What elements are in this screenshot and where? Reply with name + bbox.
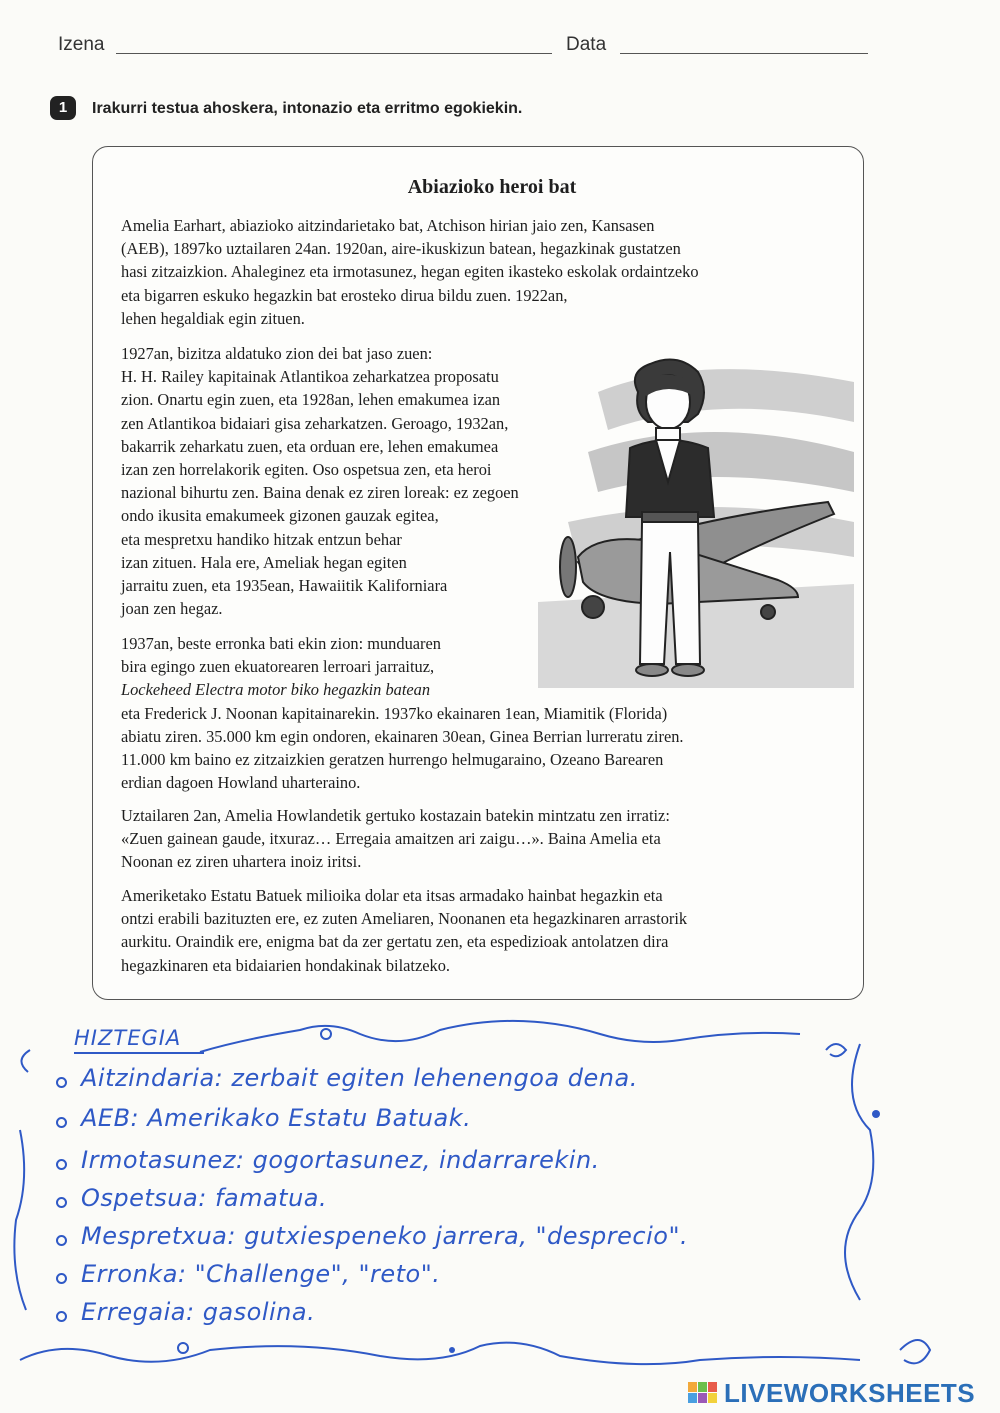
name-field[interactable]: [116, 53, 552, 54]
vocabulary-item: [56, 1146, 600, 1180]
text-line: abiatu ziren. 35.000 km egin ondoren, ekainaren 30ean, Ginea Berrian lurreratu ziren.: [121, 726, 684, 746]
date-label: Data: [566, 34, 607, 55]
doodle-dot: [178, 1343, 188, 1353]
text-line: zen Atlantikoa bidaiari gisa zeharkatzen. Geroago, 1932an,: [121, 413, 509, 433]
vocabulary-item: [56, 1260, 440, 1294]
bullet: [56, 1117, 67, 1128]
text-line: ondo ikusita emakumeek gizonen gauzak egitea,: [121, 506, 439, 526]
vocabulary-entry: Erronka: "Challenge", "reto".: [81, 1260, 441, 1288]
task-instruction: [50, 96, 750, 122]
text-line: 1927an, bizitza aldatuko zion dei bat jaso zuen:: [121, 344, 433, 363]
vocabulary-item: [56, 1184, 327, 1218]
liveworksheets-text: LIVEWORKSHEETS: [724, 1378, 976, 1408]
vocabulary-entry: Irmotasunez: gogortasunez, indarrarekin.: [81, 1146, 600, 1174]
task-number-badge: 1: [50, 96, 76, 120]
text-line: eta mespretxu handiko hitzak entzun behar: [121, 529, 402, 549]
text-line: Uztailaren 2an, Amelia Howlandetik gertuko kostazain batekin mintzatu zen irratiz:: [121, 806, 670, 825]
bullet: [56, 1273, 67, 1284]
text-line: aurkitu. Oraindik ere, enigma bat da zer gertatu zen, eta espedizioak antolatzen dira: [121, 932, 669, 952]
left-shoe: [636, 664, 668, 676]
belt: [642, 512, 698, 522]
doodle-swirl: [826, 1044, 846, 1056]
text-line: bira egingo zuen ekuatorearen lerroari jarraituz,: [121, 657, 435, 677]
text-line: hasi zitzaizkion. Ahaleginez eta irmotasunez, hegan egiten ikasteko eskolak ordaintzeko: [121, 262, 699, 282]
text-line: bakarrik zeharkatu zuen, eta orduan ere, lehen emakumea: [121, 436, 499, 456]
border-doodle: [14, 1130, 26, 1310]
vocabulary-title: HIZTEGIA: [74, 1026, 182, 1050]
vocabulary-entry: AEB: Amerikako Estatu Batuak.: [81, 1104, 472, 1132]
task-text: Irakurri testua ahoskera, intonazio eta erritmo egokiekin.: [92, 100, 523, 117]
paragraph-1: [121, 214, 699, 330]
name-label: Izena: [58, 34, 105, 55]
paragraph-4: [121, 804, 670, 874]
text-line: hegazkinaren eta bidaiarien hondakinak bilatzeko.: [121, 955, 451, 975]
bullet: [56, 1311, 67, 1322]
vocabulary-item: [56, 1222, 688, 1256]
vocabulary-entry: Mespretxua: gutxiespeneko jarrera, "desprecio".: [81, 1222, 689, 1250]
doodle-dot: [321, 1029, 331, 1039]
name-date-header: [58, 34, 870, 60]
text-line: joan zen hegaz.: [121, 599, 223, 619]
vocabulary-item: [56, 1298, 315, 1332]
date-field[interactable]: [620, 53, 868, 54]
bullet: [56, 1077, 67, 1088]
bullet: [56, 1197, 67, 1208]
text-line: erdian dagoen Howland uharteraino.: [121, 773, 361, 793]
text-line: eta bigarren eskuko hegazkin bat erosteko dirua bildu zuen. 1922an,: [121, 285, 568, 305]
wheel: [582, 596, 604, 618]
text-line: nazional bihurtu zen. Baina denak ez ziren loreak: ez zegoen: [121, 483, 519, 503]
vocabulary-item: [56, 1104, 471, 1138]
border-doodle: [845, 1044, 873, 1300]
tail-wheel: [761, 605, 775, 619]
text-line: «Zuen gainean gaude, itxuraz… Erregaia amaitzen ari zaigu…». Baina Amelia eta: [121, 829, 661, 849]
text-line: eta Frederick J. Noonan kapitainarekin. 1937ko ekainaren 1ean, Miamitik (Florida): [121, 703, 668, 723]
right-shoe: [672, 664, 704, 676]
story-title: Abiazioko heroi bat: [407, 176, 577, 198]
paragraph-2: [121, 342, 519, 620]
border-doodle: [20, 1343, 860, 1365]
text-line: 11.000 km baino ez zitzaizkien geratzen hurrengo helmugaraino, Ozeano Barearen: [121, 750, 664, 770]
neck: [656, 428, 680, 440]
text-line: 1937an, beste erronka bati ekin zion: munduaren: [121, 634, 441, 653]
vocabulary-item: [56, 1064, 638, 1098]
liveworksheets-icon: [688, 1382, 718, 1404]
doodle-dot: [449, 1347, 455, 1353]
text-line: izan zituen. Hala ere, Ameliak hegan egiten: [121, 552, 407, 572]
text-line: zion. Onartu egin zuen, eta 1928an, lehen emakumea izan: [121, 390, 501, 410]
liveworksheets-logo[interactable]: [688, 1378, 994, 1408]
paragraph-5: [121, 884, 687, 977]
vocabulary-entry: Erregaia: gasolina.: [81, 1298, 316, 1326]
text-line: Lockeheed Electra motor biko hegazkin batean: [121, 680, 431, 700]
vocabulary-title-underline: [74, 1052, 204, 1054]
doodle-swirl: [900, 1340, 930, 1363]
propeller: [560, 537, 576, 597]
amelia-airplane-illustration: [538, 352, 854, 688]
text-line: Noonan ez ziren uhartera inoiz iritsi.: [121, 852, 362, 872]
text-line: Amelia Earhart, abiazioko aitzindarietako bat, Atchison hirian jaio zen, Kansasen: [121, 216, 655, 235]
text-line: (AEB), 1897ko uztailaren 24an. 1920an, aire-ikuskizun batean, hegazkinak gustatzen: [121, 239, 681, 259]
text-line: lehen hegaldiak egin zituen.: [121, 308, 305, 328]
vocabulary-entry: Ospetsua: famatua.: [81, 1184, 328, 1212]
text-line: H. H. Railey kapitainak Atlantikoa zeharkatzea proposatu: [121, 367, 499, 387]
bullet: [56, 1159, 67, 1170]
text-line: izan zen horrelakorik egiten. Oso ospetsua zen, eta heroi: [121, 460, 492, 480]
bullet: [56, 1235, 67, 1246]
text-line: Ameriketako Estatu Batuek milioika dolar eta itsas armadako hainbat hegazkin eta: [121, 886, 663, 905]
text-line: ontzi erabili bazituzten ere, ez zuten Ameliaren, Noonanen eta hegazkinaren arrastorik: [121, 909, 688, 929]
vocabulary-entry: Aitzindaria: zerbait egiten lehenengoa dena.: [81, 1064, 638, 1092]
doodle-dot: [872, 1110, 880, 1118]
text-line: jarraitu zuen, eta 1935ean, Hawaiitik Kaliforniara: [121, 576, 448, 596]
